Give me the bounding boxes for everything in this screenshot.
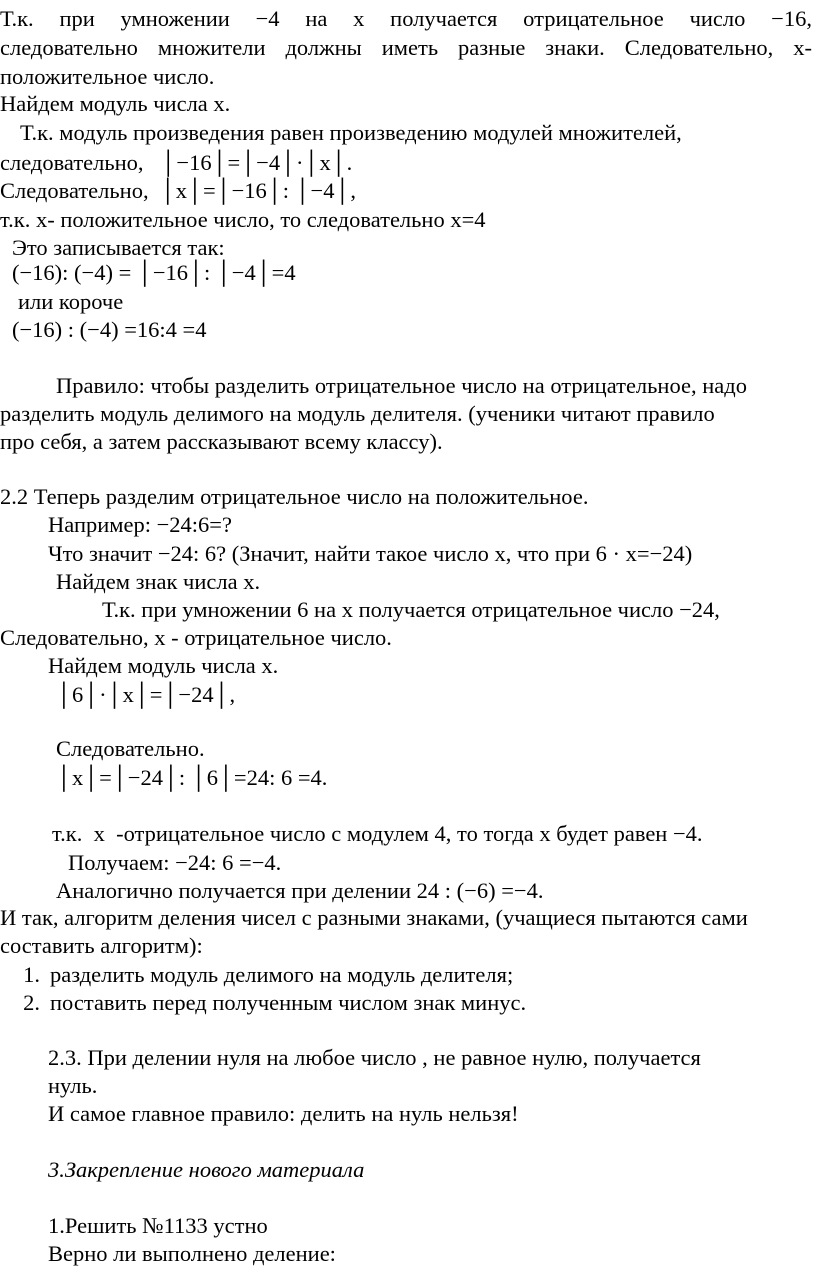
conclusion-line: т.к. х- положительное число, то следовательно х=4 (0, 207, 486, 232)
paragraph-line: следовательно множители должны иметь разные знаки. Следовательно, х- (0, 35, 812, 60)
rule-line: Правило: чтобы разделить отрицательное число на отрицательное, надо (56, 373, 747, 398)
list-item-text: разделить модуль делимого на модуль делителя; (50, 962, 514, 987)
similarly-line: Аналогично получается при делении 24 : (−6) =−4. (56, 878, 544, 903)
notation-or-shorter: или короче (18, 289, 124, 314)
question-line: Верно ли выполнено деление: (48, 1241, 336, 1266)
modulus-x-equation: Следовательно, │х│=│−16│: │−4│, (0, 178, 357, 203)
notation-full-form: (−16): (−4) = │−16│: │−4│=4 (12, 260, 296, 285)
modulus-equation: │6│·│х│=│−24│, (56, 682, 236, 707)
negative-conclusion-line: т.к. х -отрицательное число с модулем 4, то тогда х будет равен −4. (52, 821, 703, 846)
find-modulus-line: Найдем модуль числа х. (48, 653, 279, 678)
example-line: Например: −24:6=? (48, 512, 232, 537)
meaning-line: Что значит −24: 6? (Значит, найти такое число х, что при 6 · х=−24) (48, 541, 693, 566)
task-line: 1.Решить №1133 устно (48, 1213, 268, 1238)
list-marker: 1. (23, 962, 40, 987)
algorithm-intro: И так, алгоритм деления чисел с разными знаками, (учащиеся пытаются сами (0, 905, 748, 930)
paragraph-line: Т.к. при умножении −4 на х получается отрицательное число −16, (0, 6, 812, 31)
find-sign-line: Найдем знак числа х. (56, 569, 261, 594)
rule-line: про себя, а затем рассказывают всему классу). (0, 429, 443, 454)
modulus-x-equation: │х│=│−24│: │6│=24: 6 =4. (56, 765, 328, 790)
therefore-line: Следовательно. (56, 736, 205, 761)
list-item (8, 960, 513, 989)
section-heading: 2.2 Теперь разделим отрицательное число на положительное. (0, 484, 589, 509)
paragraph-line: положительное число. (0, 64, 215, 89)
product-rule-line: Т.к. модуль произведения равен произведению модулей множителей, (20, 120, 682, 145)
zero-division-line: 2.3. При делении нуля на любое число , не равное нулю, получается (48, 1045, 701, 1070)
product-line: Т.к. при умножении 6 на х получается отрицательное число −24, (102, 597, 720, 622)
main-rule-line: И самое главное правило: делить на нуль нельзя! (48, 1101, 519, 1126)
section-heading: 3.Закрепление нового материала (48, 1157, 365, 1182)
list-marker: 2. (23, 990, 40, 1015)
product-line: Следовательно, х - отрицательное число. (0, 625, 392, 650)
rule-line: разделить модуль делимого на модуль делителя. (ученики читают правило (0, 401, 715, 426)
notation-short-form: (−16) : (−4) =16:4 =4 (12, 317, 207, 342)
algorithm-intro: составить алгоритм): (0, 933, 203, 958)
result-line: Получаем: −24: 6 =−4. (68, 850, 282, 875)
zero-division-line: нуль. (48, 1073, 98, 1098)
list-item-text: поставить перед полученным числом знак минус. (50, 990, 527, 1015)
notation-intro: Это записывается так: (12, 235, 225, 260)
find-modulus-line: Найдем модуль числа х. (0, 91, 231, 116)
modulus-equation: следовательно, │−16│=│−4│·│х│. (0, 150, 353, 175)
list-item (8, 988, 526, 1017)
